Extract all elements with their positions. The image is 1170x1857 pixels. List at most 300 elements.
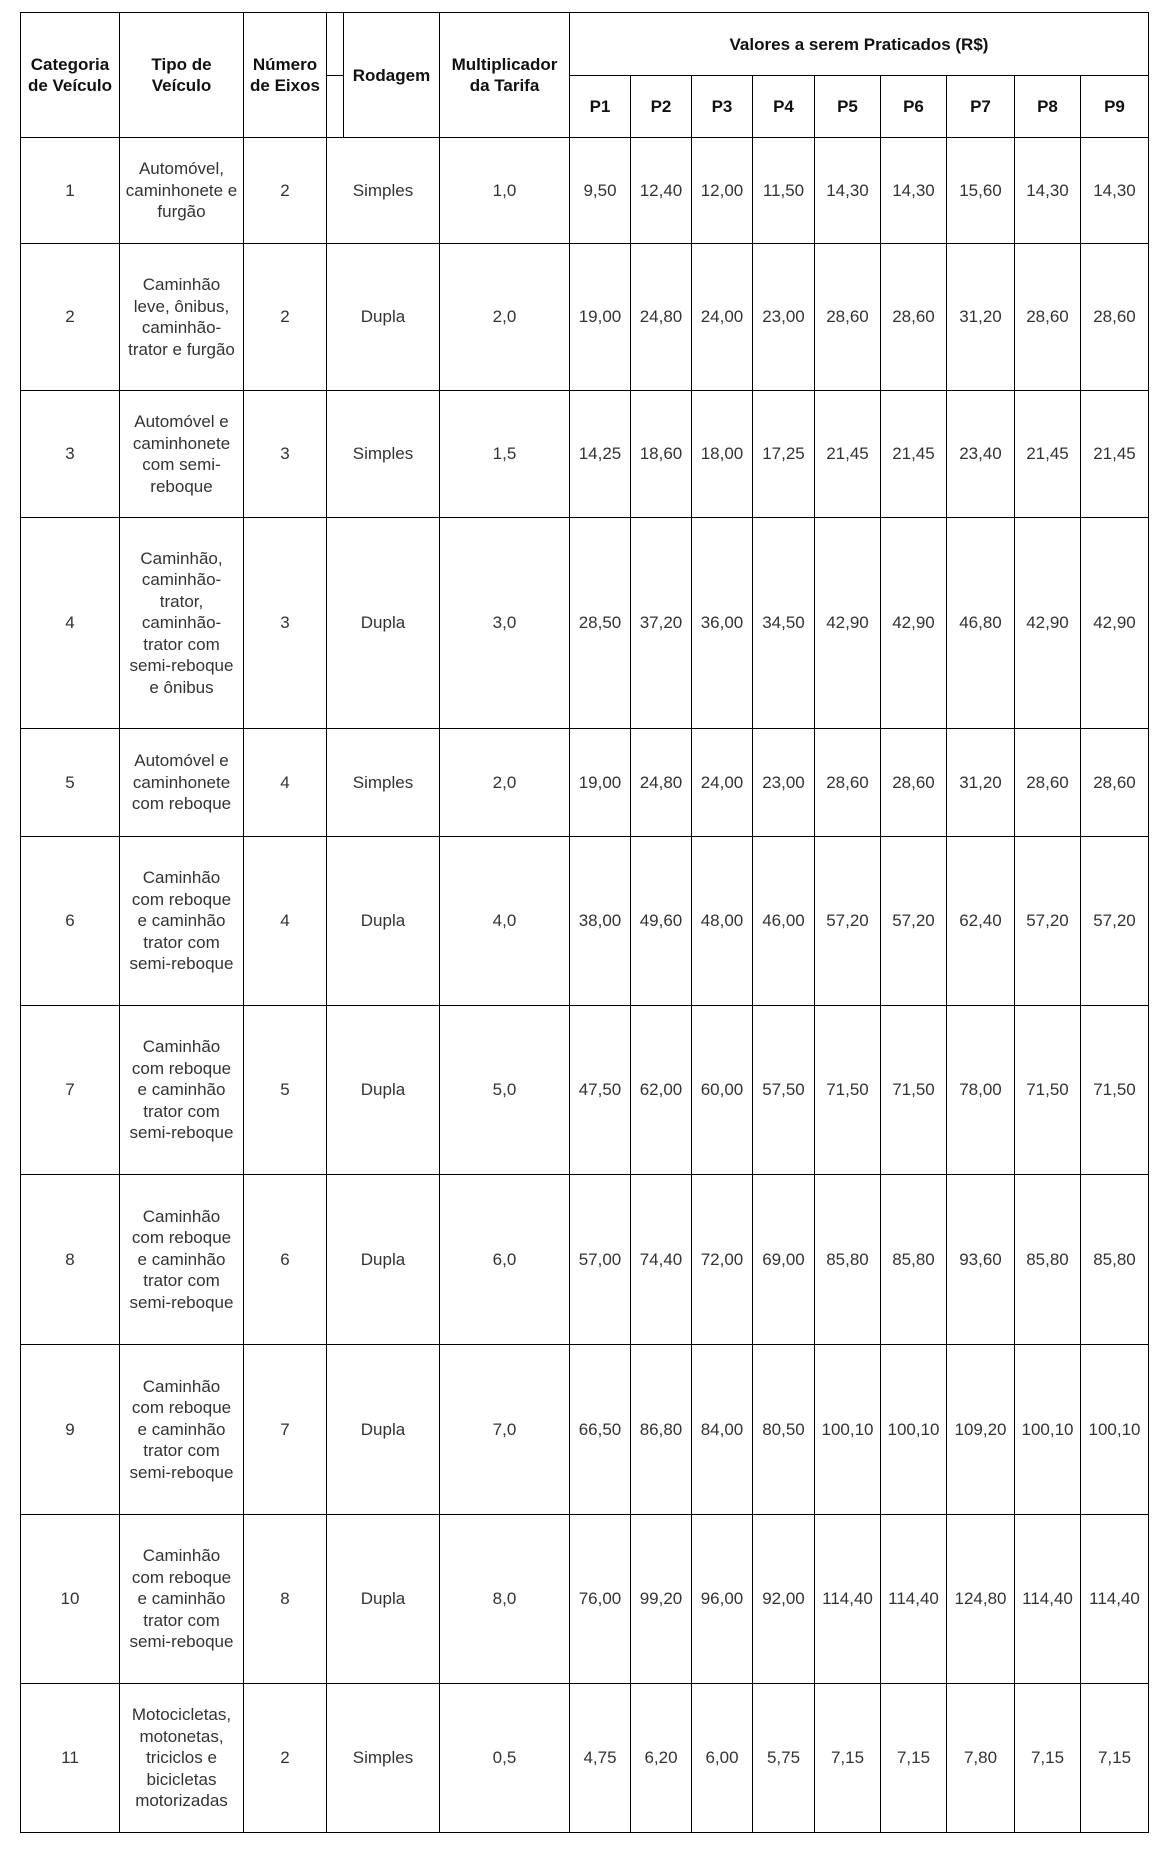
- header-praca-p2-text: P2: [650, 97, 672, 116]
- row-9-multiplicador-text: 7,0: [492, 1419, 517, 1439]
- row-10-valor-p1-text: 76,00: [578, 1589, 622, 1609]
- row-7-valor-p9-text: 71,50: [1093, 1080, 1136, 1100]
- row-1-valor-p8-text: 14,30: [1026, 180, 1069, 200]
- row-4-rodagem: [326, 517, 440, 729]
- row-10-rodagem: [326, 1514, 440, 1684]
- row-5-valor-p8: [1014, 728, 1081, 837]
- row-8-valor-p3-text: 72,00: [700, 1249, 744, 1269]
- row-3-valor-p6: [880, 390, 947, 518]
- header-eixos: [243, 12, 327, 138]
- row-4-multiplicador: [439, 517, 570, 729]
- row-7-valor-p8: [1014, 1005, 1081, 1175]
- row-4-valor-p6-text: 42,90: [892, 613, 935, 633]
- row-1-valor-p6: [880, 137, 947, 244]
- row-8-eixos: [243, 1174, 327, 1345]
- row-2-valor-p5-text: 28,60: [826, 307, 869, 327]
- row-4-valor-p9: [1080, 517, 1149, 729]
- row-1-valor-p6-text: 14,30: [892, 180, 935, 200]
- header-praca-p3: [691, 75, 753, 138]
- row-5-valor-p8-text: 28,60: [1026, 772, 1069, 792]
- header-praca-p9: [1080, 75, 1149, 138]
- row-11-valor-p1-text: 4,75: [583, 1748, 617, 1768]
- row-3-valor-p1-text: 14,25: [578, 444, 622, 464]
- row-9-valor-p9-text: 100,10: [1088, 1419, 1141, 1439]
- row-7-valor-p7: [946, 1005, 1015, 1175]
- row-6-categoria-text: 6: [65, 911, 75, 931]
- row-10-rodagem-text: Dupla: [360, 1589, 406, 1609]
- row-4-multiplicador-text: 3,0: [492, 613, 517, 633]
- row-1-valor-p1: [569, 137, 631, 244]
- row-8-eixos-text: 6: [280, 1249, 290, 1269]
- row-1-valor-p4-text: 11,50: [762, 180, 805, 200]
- row-11-valor-p2-text: 6,20: [644, 1748, 678, 1768]
- row-2-eixos-text: 2: [280, 307, 290, 327]
- row-6-valor-p4-text: 46,00: [762, 911, 805, 931]
- row-11-valor-p3: [691, 1683, 753, 1833]
- row-9-valor-p6: [880, 1344, 947, 1515]
- row-8-rodagem-text: Dupla: [360, 1249, 406, 1269]
- row-8-valor-p4: [752, 1174, 815, 1345]
- row-3-rodagem-text: Simples: [352, 444, 414, 464]
- row-6-multiplicador-text: 4,0: [492, 911, 517, 931]
- row-6-valor-p7-text: 62,40: [959, 911, 1002, 931]
- row-9-eixos-text: 7: [280, 1419, 290, 1439]
- row-4-rodagem-text: Dupla: [360, 613, 406, 633]
- row-3-multiplicador: [439, 390, 570, 518]
- row-7-valor-p1-text: 47,50: [578, 1080, 622, 1100]
- row-6-valor-p5: [814, 836, 881, 1006]
- row-9-rodagem-text: Dupla: [360, 1419, 406, 1439]
- row-10-multiplicador-text: 8,0: [492, 1589, 517, 1609]
- row-2-categoria-text: 2: [65, 307, 75, 327]
- row-7-valor-p9: [1080, 1005, 1149, 1175]
- row-4-valor-p2: [630, 517, 692, 729]
- row-8-valor-p5-text: 85,80: [826, 1249, 869, 1269]
- row-11-valor-p5-text: 7,15: [830, 1748, 865, 1768]
- row-6-valor-p2: [630, 836, 692, 1006]
- row-9-rodagem: [326, 1344, 440, 1515]
- row-4-valor-p9-text: 42,90: [1093, 613, 1136, 633]
- row-4-valor-p7-text: 46,80: [959, 613, 1002, 633]
- row-9-valor-p5: [814, 1344, 881, 1515]
- row-10-valor-p1: [569, 1514, 631, 1684]
- row-7-valor-p1: [569, 1005, 631, 1175]
- header-eixos-text: Número de Eixos: [250, 55, 320, 95]
- row-7-valor-p2-text: 62,00: [639, 1080, 683, 1100]
- row-2-valor-p8-text: 28,60: [1026, 307, 1069, 327]
- row-7-valor-p4: [752, 1005, 815, 1175]
- row-1-tipo-text: Automóvel, caminhonete e furgão: [125, 159, 238, 222]
- row-5-valor-p2: [630, 728, 692, 837]
- row-9-valor-p8-text: 100,10: [1021, 1419, 1074, 1439]
- row-10-valor-p2: [630, 1514, 692, 1684]
- row-7-valor-p5: [814, 1005, 881, 1175]
- row-11-valor-p4-text: 5,75: [766, 1748, 801, 1768]
- row-7-multiplicador-text: 5,0: [492, 1080, 517, 1100]
- row-9-valor-p7-text: 109,20: [954, 1419, 1007, 1439]
- row-1-eixos: [243, 137, 327, 244]
- row-1-valor-p5-text: 14,30: [826, 180, 869, 200]
- row-9-valor-p7: [946, 1344, 1015, 1515]
- row-1-valor-p2-text: 12,40: [639, 180, 683, 200]
- row-5-categoria: [20, 728, 120, 837]
- row-2-tipo-text: Caminhão leve, ônibus, caminhão-trator e furgão: [128, 275, 235, 359]
- row-1-tipo: [119, 137, 244, 244]
- row-11-multiplicador-text: 0,5: [492, 1748, 517, 1768]
- row-11-rodagem-text: Simples: [352, 1748, 414, 1768]
- row-5-eixos-text: 4: [280, 772, 290, 792]
- row-5-valor-p6-text: 28,60: [892, 772, 935, 792]
- row-6-tipo-text: Caminhão com reboque e caminhão trator com semi-reboque: [129, 868, 234, 974]
- row-6-rodagem-text: Dupla: [360, 911, 406, 931]
- row-2-valor-p4-text: 23,00: [762, 307, 805, 327]
- row-10-tipo-text: Caminhão com reboque e caminhão trator com semi-reboque: [129, 1546, 234, 1652]
- row-10-valor-p6-text: 114,40: [888, 1589, 939, 1609]
- header-valores-text: Valores a serem Praticados (R$): [729, 34, 989, 54]
- row-7-valor-p3-text: 60,00: [700, 1080, 744, 1100]
- row-9-categoria: [20, 1344, 120, 1515]
- row-11-valor-p9-text: 7,15: [1097, 1748, 1132, 1768]
- row-11-valor-p7: [946, 1683, 1015, 1833]
- row-11-valor-p1: [569, 1683, 631, 1833]
- row-5-tipo: [119, 728, 244, 837]
- row-3-valor-p6-text: 21,45: [892, 444, 935, 464]
- row-2-valor-p7-text: 31,20: [959, 307, 1002, 327]
- row-10-eixos-text: 8: [280, 1589, 290, 1609]
- row-3-valor-p7-text: 23,40: [959, 444, 1002, 464]
- row-9-tipo: [119, 1344, 244, 1515]
- row-3-valor-p3-text: 18,00: [700, 444, 744, 464]
- row-1-valor-p7-text: 15,60: [959, 180, 1002, 200]
- header-multiplicador-text: Multiplicador da Tarifa: [451, 55, 558, 95]
- row-9-multiplicador: [439, 1344, 570, 1515]
- header-praca-p4-text: P4: [773, 97, 794, 116]
- row-6-valor-p5-text: 57,20: [826, 911, 869, 931]
- row-11-valor-p3-text: 6,00: [705, 1748, 739, 1768]
- row-11-valor-p5: [814, 1683, 881, 1833]
- header-praca-p3-text: P3: [711, 97, 733, 116]
- row-1-valor-p7: [946, 137, 1015, 244]
- header-praca-p2: [630, 75, 692, 138]
- row-6-valor-p8: [1014, 836, 1081, 1006]
- row-4-valor-p7: [946, 517, 1015, 729]
- header-praca-p5: [814, 75, 881, 138]
- row-9-valor-p3: [691, 1344, 753, 1515]
- row-9-valor-p9: [1080, 1344, 1149, 1515]
- row-7-valor-p2: [630, 1005, 692, 1175]
- row-11-multiplicador: [439, 1683, 570, 1833]
- row-1-valor-p4: [752, 137, 815, 244]
- row-9-valor-p8: [1014, 1344, 1081, 1515]
- header-praca-p8-text: P8: [1037, 97, 1058, 116]
- row-7-valor-p8-text: 71,50: [1026, 1080, 1069, 1100]
- row-5-tipo-text: Automóvel e caminhonete com reboque: [131, 751, 232, 814]
- row-5-multiplicador: [439, 728, 570, 837]
- row-11-eixos-text: 2: [280, 1748, 290, 1768]
- row-2-valor-p1-text: 19,00: [578, 307, 622, 327]
- row-3-valor-p9-text: 21,45: [1093, 444, 1136, 464]
- row-3-valor-p2: [630, 390, 692, 518]
- header-praca-p5-text: P5: [837, 97, 858, 116]
- row-3-multiplicador-text: 1,5: [492, 444, 517, 464]
- row-6-categoria: [20, 836, 120, 1006]
- row-5-valor-p5: [814, 728, 881, 837]
- row-10-categoria-text: 10: [60, 1589, 80, 1609]
- row-7-valor-p7-text: 78,00: [959, 1080, 1002, 1100]
- row-2-valor-p9: [1080, 243, 1149, 391]
- header-praca-p4: [752, 75, 815, 138]
- row-2-valor-p7: [946, 243, 1015, 391]
- row-11-tipo-text: Motocicletas, motonetas, triciclos e bicicletas motorizadas: [131, 1705, 232, 1811]
- row-3-valor-p5-text: 21,45: [826, 444, 869, 464]
- row-6-valor-p3: [691, 836, 753, 1006]
- header-praca-p7: [946, 75, 1015, 138]
- row-2-multiplicador: [439, 243, 570, 391]
- header-categoria-text: Categoria de Veículo: [27, 55, 113, 95]
- row-4-valor-p3-text: 36,00: [700, 613, 744, 633]
- row-10-valor-p4-text: 92,00: [762, 1589, 805, 1609]
- row-2-valor-p3-text: 24,00: [700, 307, 744, 327]
- row-5-categoria-text: 5: [65, 772, 75, 792]
- row-1-valor-p1-text: 9,50: [583, 180, 617, 200]
- row-8-valor-p7: [946, 1174, 1015, 1345]
- row-2-tipo: [119, 243, 244, 391]
- row-1-categoria: [20, 137, 120, 244]
- row-8-valor-p4-text: 69,00: [762, 1249, 805, 1269]
- row-4-valor-p6: [880, 517, 947, 729]
- row-2-valor-p6-text: 28,60: [892, 307, 935, 327]
- row-4-valor-p8: [1014, 517, 1081, 729]
- row-10-valor-p7: [946, 1514, 1015, 1684]
- row-6-valor-p9: [1080, 836, 1149, 1006]
- row-3-valor-p2-text: 18,60: [639, 444, 683, 464]
- row-11-categoria: [20, 1683, 120, 1833]
- row-10-valor-p8: [1014, 1514, 1081, 1684]
- row-8-multiplicador: [439, 1174, 570, 1345]
- row-10-valor-p9: [1080, 1514, 1149, 1684]
- row-1-valor-p8: [1014, 137, 1081, 244]
- header-praca-p1-text: P1: [589, 97, 611, 116]
- row-10-valor-p3-text: 96,00: [700, 1589, 744, 1609]
- row-9-valor-p5-text: 100,10: [821, 1419, 874, 1439]
- row-10-eixos: [243, 1514, 327, 1684]
- row-2-multiplicador-text: 2,0: [492, 307, 517, 327]
- row-1-valor-p9-text: 14,30: [1093, 180, 1136, 200]
- row-5-eixos: [243, 728, 327, 837]
- row-2-valor-p1: [569, 243, 631, 391]
- row-8-valor-p1: [569, 1174, 631, 1345]
- row-1-valor-p5: [814, 137, 881, 244]
- header-spacer-bottom: [326, 75, 344, 138]
- row-8-valor-p9-text: 85,80: [1093, 1249, 1136, 1269]
- row-7-tipo: [119, 1005, 244, 1175]
- row-8-valor-p7-text: 93,60: [959, 1249, 1002, 1269]
- row-5-valor-p9-text: 28,60: [1093, 772, 1136, 792]
- row-6-tipo: [119, 836, 244, 1006]
- row-5-valor-p1: [569, 728, 631, 837]
- row-4-eixos-text: 3: [280, 613, 290, 633]
- row-10-categoria: [20, 1514, 120, 1684]
- row-8-valor-p9: [1080, 1174, 1149, 1345]
- row-8-categoria-text: 8: [65, 1249, 75, 1269]
- row-11-tipo: [119, 1683, 244, 1833]
- row-7-valor-p6: [880, 1005, 947, 1175]
- row-2-rodagem: [326, 243, 440, 391]
- row-6-valor-p9-text: 57,20: [1093, 911, 1136, 931]
- row-11-valor-p6-text: 7,15: [896, 1748, 931, 1768]
- header-tipo-text: Tipo de Veículo: [151, 55, 212, 95]
- row-5-valor-p4: [752, 728, 815, 837]
- row-1-multiplicador-text: 1,0: [492, 180, 517, 200]
- row-10-valor-p7-text: 124,80: [954, 1589, 1007, 1609]
- row-2-valor-p5: [814, 243, 881, 391]
- row-11-valor-p8-text: 7,15: [1030, 1748, 1065, 1768]
- row-11-valor-p9: [1080, 1683, 1149, 1833]
- row-11-valor-p7-text: 7,80: [963, 1748, 998, 1768]
- row-6-valor-p1-text: 38,00: [578, 911, 622, 931]
- row-6-valor-p3-text: 48,00: [700, 911, 744, 931]
- row-6-valor-p1: [569, 836, 631, 1006]
- row-1-valor-p2: [630, 137, 692, 244]
- row-4-categoria: [20, 517, 120, 729]
- row-7-rodagem: [326, 1005, 440, 1175]
- row-4-valor-p1: [569, 517, 631, 729]
- row-4-valor-p4: [752, 517, 815, 729]
- row-3-valor-p9: [1080, 390, 1149, 518]
- row-3-tipo: [119, 390, 244, 518]
- row-8-valor-p8-text: 85,80: [1026, 1249, 1069, 1269]
- row-3-eixos-text: 3: [280, 444, 290, 464]
- row-2-valor-p6: [880, 243, 947, 391]
- row-1-categoria-text: 1: [65, 180, 75, 200]
- row-7-eixos: [243, 1005, 327, 1175]
- row-11-valor-p8: [1014, 1683, 1081, 1833]
- row-10-valor-p9-text: 114,40: [1089, 1589, 1140, 1609]
- row-3-eixos: [243, 390, 327, 518]
- row-6-valor-p2-text: 49,60: [639, 911, 683, 931]
- row-6-valor-p4: [752, 836, 815, 1006]
- row-3-tipo-text: Automóvel e caminhonete com semi-reboque: [132, 412, 231, 496]
- row-6-multiplicador: [439, 836, 570, 1006]
- row-3-valor-p7: [946, 390, 1015, 518]
- row-1-eixos-text: 2: [280, 180, 290, 200]
- row-1-rodagem-text: Simples: [352, 180, 414, 200]
- row-5-valor-p5-text: 28,60: [826, 772, 869, 792]
- row-4-valor-p3: [691, 517, 753, 729]
- header-valores: [569, 12, 1149, 76]
- row-10-valor-p4: [752, 1514, 815, 1684]
- header-multiplicador: [439, 12, 570, 138]
- row-2-valor-p9-text: 28,60: [1093, 307, 1136, 327]
- row-5-valor-p1-text: 19,00: [578, 772, 622, 792]
- row-11-categoria-text: 11: [61, 1748, 79, 1768]
- row-10-valor-p8-text: 114,40: [1022, 1589, 1073, 1609]
- row-7-valor-p6-text: 71,50: [892, 1080, 935, 1100]
- row-9-valor-p3-text: 84,00: [700, 1419, 744, 1439]
- header-spacer-top: [326, 12, 344, 76]
- row-2-valor-p2-text: 24,80: [639, 307, 683, 327]
- header-praca-p1: [569, 75, 631, 138]
- row-1-multiplicador: [439, 137, 570, 244]
- row-9-valor-p2-text: 86,80: [639, 1419, 683, 1439]
- header-categoria: [20, 12, 120, 138]
- row-3-valor-p5: [814, 390, 881, 518]
- row-7-valor-p4-text: 57,50: [762, 1080, 805, 1100]
- row-7-multiplicador: [439, 1005, 570, 1175]
- row-7-rodagem-text: Dupla: [360, 1080, 406, 1100]
- row-9-valor-p1-text: 66,50: [578, 1419, 622, 1439]
- header-praca-p7-text: P7: [970, 97, 991, 116]
- row-2-valor-p4: [752, 243, 815, 391]
- row-8-valor-p2-text: 74,40: [639, 1249, 683, 1269]
- row-7-valor-p3: [691, 1005, 753, 1175]
- row-6-valor-p6-text: 57,20: [892, 911, 935, 931]
- row-4-tipo-text: Caminhão, caminhão-trator, caminhão-trator com semi-reboque e ônibus: [129, 548, 234, 697]
- row-2-rodagem-text: Dupla: [360, 307, 406, 327]
- row-3-rodagem: [326, 390, 440, 518]
- row-5-valor-p3: [691, 728, 753, 837]
- row-8-tipo: [119, 1174, 244, 1345]
- row-1-valor-p3: [691, 137, 753, 244]
- row-3-categoria-text: 3: [65, 444, 75, 464]
- header-praca-p9-text: P9: [1104, 97, 1125, 116]
- row-8-categoria: [20, 1174, 120, 1345]
- row-4-valor-p2-text: 37,20: [639, 613, 683, 633]
- row-11-valor-p4: [752, 1683, 815, 1833]
- row-6-rodagem: [326, 836, 440, 1006]
- row-4-tipo: [119, 517, 244, 729]
- row-4-eixos: [243, 517, 327, 729]
- row-5-valor-p6: [880, 728, 947, 837]
- row-9-tipo-text: Caminhão com reboque e caminhão trator com semi-reboque: [129, 1376, 234, 1482]
- row-9-categoria-text: 9: [65, 1419, 75, 1439]
- row-8-rodagem: [326, 1174, 440, 1345]
- row-7-categoria: [20, 1005, 120, 1175]
- row-2-eixos: [243, 243, 327, 391]
- row-4-valor-p5: [814, 517, 881, 729]
- row-3-valor-p4: [752, 390, 815, 518]
- row-8-tipo-text: Caminhão com reboque e caminhão trator com semi-reboque: [129, 1206, 234, 1312]
- row-10-valor-p5-text: 114,40: [822, 1589, 873, 1609]
- row-7-eixos-text: 5: [280, 1080, 290, 1100]
- header-rodagem: [343, 12, 440, 138]
- row-8-valor-p3: [691, 1174, 753, 1345]
- row-6-eixos-text: 4: [280, 911, 290, 931]
- row-7-tipo-text: Caminhão com reboque e caminhão trator com semi-reboque: [129, 1037, 234, 1143]
- header-praca-p8: [1014, 75, 1081, 138]
- row-9-eixos: [243, 1344, 327, 1515]
- row-8-valor-p8: [1014, 1174, 1081, 1345]
- row-8-valor-p1-text: 57,00: [578, 1249, 622, 1269]
- row-3-valor-p1: [569, 390, 631, 518]
- row-10-valor-p3: [691, 1514, 753, 1684]
- row-4-valor-p5-text: 42,90: [826, 613, 869, 633]
- row-9-valor-p2: [630, 1344, 692, 1515]
- row-9-valor-p4: [752, 1344, 815, 1515]
- row-10-tipo: [119, 1514, 244, 1684]
- row-4-valor-p1-text: 28,50: [578, 613, 622, 633]
- row-8-valor-p6: [880, 1174, 947, 1345]
- row-1-valor-p9: [1080, 137, 1149, 244]
- row-5-rodagem-text: Simples: [352, 772, 414, 792]
- row-5-valor-p7: [946, 728, 1015, 837]
- row-3-valor-p8-text: 21,45: [1026, 444, 1069, 464]
- row-8-valor-p6-text: 85,80: [892, 1249, 935, 1269]
- row-5-valor-p7-text: 31,20: [959, 772, 1002, 792]
- row-10-multiplicador: [439, 1514, 570, 1684]
- row-8-valor-p2: [630, 1174, 692, 1345]
- row-5-valor-p3-text: 24,00: [700, 772, 744, 792]
